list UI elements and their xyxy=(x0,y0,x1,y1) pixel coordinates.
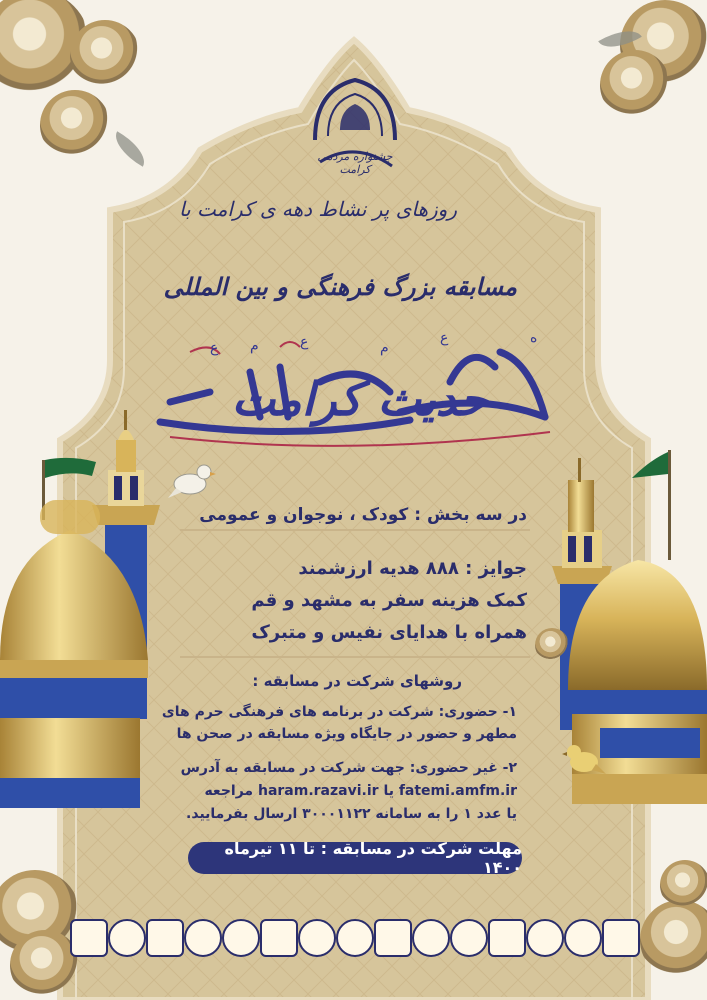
prizes-line-2: کمک هزینه سفر به مشهد و قم xyxy=(251,590,527,611)
org-logo-icon xyxy=(564,919,602,957)
svg-text:م: م xyxy=(250,338,259,354)
flower-icon xyxy=(660,860,707,910)
svg-text:م: م xyxy=(380,340,389,356)
org-logo-icon xyxy=(526,919,564,957)
bird-icon xyxy=(562,738,606,780)
org-logo-icon xyxy=(450,919,488,957)
org-logo-icon xyxy=(70,919,108,957)
in-person-text-1: شرکت در برنامه های فرهنگی حرم های xyxy=(161,704,434,720)
methods-title: روشهای شرکت در مسابقه : xyxy=(252,672,462,690)
org-logo-icon xyxy=(488,919,526,957)
online-label: ۲- غیر حضوری: xyxy=(409,760,517,776)
flower-icon xyxy=(40,90,110,160)
subtitle: روزهای پر نشاط دهه ی کرامت با xyxy=(179,197,457,221)
org-logo-icon xyxy=(602,919,640,957)
online-line-3: یا عدد ۱ را به سامانه ۳۰۰۰۱۱۲۲ ارسال بفرمایید. xyxy=(186,806,517,822)
bird-icon xyxy=(168,458,216,502)
flower-icon xyxy=(535,628,569,662)
svg-text:ع: ع xyxy=(300,334,309,350)
categories-text: در سه بخش : کودک ، نوجوان و عمومی xyxy=(199,505,527,525)
org-logo-icon xyxy=(184,919,222,957)
flower-icon xyxy=(70,20,140,90)
in-person-label: ۱- حضوری: xyxy=(438,704,517,720)
online-or: یا xyxy=(383,783,394,799)
svg-text:ه: ه xyxy=(530,330,538,346)
deadline-badge: مهلت شرکت در مسابقه : تا ۱۱ تیرماه ۱۴۰۰ xyxy=(188,842,522,874)
org-logo-icon xyxy=(412,919,450,957)
svg-text:ع: ع xyxy=(210,340,219,356)
svg-text:ع: ع xyxy=(440,330,449,346)
org-logo-icon xyxy=(336,919,374,957)
in-person-line-2: مطهر و حضور در جایگاه ویژه مسابقه در صحن ها xyxy=(176,726,517,742)
prizes-line-1: جوایز : ۸۸۸ هدیه ارزشمند xyxy=(298,558,527,579)
online-line-2 xyxy=(157,783,517,799)
online-link-razavi[interactable]: haram.razavi.ir xyxy=(257,783,379,799)
online-link-fatemi[interactable]: fatemi.amfm.ir xyxy=(398,783,517,799)
org-logo-icon xyxy=(298,919,336,957)
org-logo-icon xyxy=(108,919,146,957)
competition-title: مسابقه بزرگ فرهنگی و بین المللی xyxy=(163,272,517,301)
flower-icon xyxy=(600,50,670,120)
org-logo-icon xyxy=(374,919,412,957)
online-refer: مراجعه xyxy=(204,783,254,799)
organization-logos xyxy=(70,915,640,961)
org-logo-icon xyxy=(260,919,298,957)
org-logo-icon xyxy=(222,919,260,957)
main-title: حدیث کرامت xyxy=(231,372,489,426)
online-text-1: جهت شرکت در مسابقه به آدرس xyxy=(180,760,405,776)
online-line-1 xyxy=(157,760,517,776)
logo-text: جشنواره مردمی کرامت xyxy=(317,150,393,176)
in-person-line-1 xyxy=(157,704,517,720)
prizes-line-3: همراه با هدایای نفیس و متبرک xyxy=(251,622,527,643)
org-logo-icon xyxy=(146,919,184,957)
